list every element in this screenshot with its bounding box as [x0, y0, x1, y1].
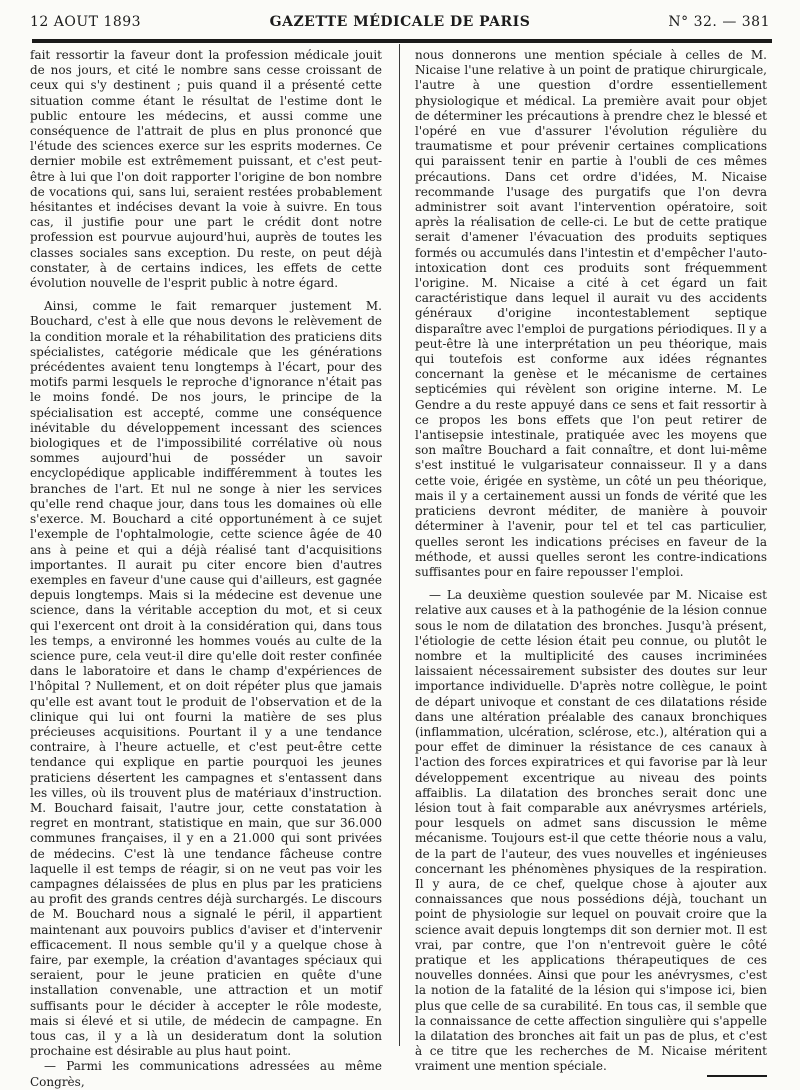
left-paragraph-2: Ainsi, comme le fait remarquer justement M. Bouchard, c'est à elle que nous devons le relèvement de la condition morale et la réhabilitation des praticiens dits spécialistes, catégorie médicale que les générations précédentes avaient tenu longtemps à l'écart, pour des motifs parmi lesquels le reproche d'ignorance n'était pas le moins fondé. De nos jours, le principe de la spécialisation est accepté, comme une conséquence inévitable du développement incessant des sciences biologiques et de l'impossibilité corrélative où nous sommes aujourd'hui de posséder un savoir encyclopédique applicable indifféremment à toutes les branches de l'art. Et nul ne songe à nier les services qu'elle rend chaque jour, dans tous les domaines où elle s'exerce. M. Bouchard a cité opportunément à ce sujet l'exemple de l'ophtalmologie, cette science âgée de 40 ans à peine et qui a déjà réalisé tant d'acquisitions importantes. Il aurait pu citer encore bien d'autres exemples en faveur d'une cause qui d'ailleurs, est gagnée depuis longtemps. Mais si la médecine est devenue une science, dans la véritable acception du mot, et si ceux qui l'exercent ont droit à la considération qui, dans tous les temps, a environné les hommes voués au culte de la science pure, cela veut-il dire qu'elle doit rester confinée dans le laboratoire et dans le champ d'expériences de l'hôpital ? Nullement, et on doit répéter plus que jamais qu'elle est avant tout le produit de l'observation et de la clinique qui lui ont fourni la matière de ses plus précieuses acquisitions. Pourtant il y a une tendance contraire, à l'heure actuelle, et c'est peut-être cette tendance qui explique en partie pourquoi les jeunes praticiens désertent les campagnes et s'entassent dans les villes, où ils trouvent plus de matériaux d'instruction. M. Bouchard faisait, l'autre jour, cette constatation à regret en montrant, statistique en main, que sur 36.000 communes françaises, il y en a 21.000 qui sont privées de médecins. C'est là une tendance fâcheuse contre laquelle il est temps de réagir, si on ne veut pas voir les campagnes délaissées de plus en plus par les praticiens au profit des grands centres déjà surchargés. Le discours de M. Bouchard nous a signalé le péril, il appartient maintenant aux pouvoirs publics d'aviser et d'intervenir efficacement. Il nous semble qu'il y a quelque chose à faire, par exemple, la création d'avantages spéciaux qui seraient, pour le jeune praticien en quête d'une installation convenable, une attraction et un motif suffisants pour le décider à accepter le rôle modeste, mais si élevé et si utile, de médecin de campagne. En tous cas, il y a là un desideratum dont la solution prochaine est désirable au plus haut point. — [30, 299, 382, 1059]
left-paragraph-1: fait ressortir la faveur dont la profession médicale jouit de nos jours, et cité le nombre sans cesse croissant de ceux qui s'y destinent ; puis quand il a présenté cette situation comme étant le résultat de l'estime dont le public entoure les médecins, et aussi comme une conséquence de l'attrait de plus en plus prononcé que l'étude des sciences exerce sur les esprits modernes. Ce dernier mobile est extrêmement puissant, et c'est peut-être à lui que l'on doit rapporter l'origine de bon nombre de vocations qui, sans lui, seraient restées probablement hésitantes et indécises devant la voie à suivre. En tous cas, il justifie pour une part le crédit dont notre profession est pourvue aujourd'hui, auprès de toutes les classes sociales sans exception. Du reste, on peut déjà constater, à de certains indices, les effets de cette évolution nouvelle de l'esprit public à notre égard. — [30, 48, 382, 291]
journal-title: GAZETTE MÉDICALE DE PARIS — [269, 14, 531, 30]
right-column — [415, 48, 767, 1077]
right-paragraph-1: nous donnerons une mention spéciale à celles de M. Nicaise l'une relative à un point de pratique chirurgicale, l'autre à une question d'ordre essentiellement physiologique et médical. La première avait pour objet de déterminer les précautions à prendre chez le blessé et l'opéré en vue d'assurer l'évolution régulière du traumatisme et pour prévenir certaines complications qui paraissent tenir en partie à l'oubli de ces mêmes précautions. Dans cet ordre d'idées, M. Nicaise recommande l'usage des purgatifs que l'on devra administrer soit avant l'intervention opératoire, soit après la réalisation de celle-ci. Le but de cette pratique serait d'amener l'évacuation des produits septiques formés ou accumulés dans l'intestin et d'empêcher l'auto-intoxication dont ces produits sont fréquemment l'origine. M. Nicaise a cité à cet égard un fait caractéristique dans lequel il aurait vu des accidents généraux d'origine incontestablement septique disparaître avec l'emploi de purgations périodiques. Il y a peut-être là une interprétation un peu théorique, mais qui toutefois est conforme aux idées régnantes concernant la genèse et le mécanisme de certaines septicémies qui révèlent son origine interne. M. Le Gendre a du reste appuyé dans ce sens et fait ressortir à ce propos les bons effets que l'on peut retirer de l'antisepsie intestinale, pratiquée avec les moyens que son maître Bouchard a fait connaître, et dont lui-même s'est institué le vulgarisateur connaisseur. Il y a dans cette voie, érigée en système, un côté un peu théorique, mais il y a certainement aussi un fonds de vérité que les praticiens devront méditer, de manière à pouvoir déterminer à l'avenir, pour tel et tel cas particulier, quelles seront les indications précises en faveur de la méthode, et aussi quelles seront les contre-indications suffisantes pour en faire repousser l'emploi. — [415, 48, 768, 579]
left-column — [30, 48, 382, 1090]
left-paragraph-3: — Parmi les communications adressées au même Congrès, — [30, 1059, 382, 1089]
issue-number: N° 32. — 381 — [668, 14, 770, 30]
end-rule — [707, 1075, 767, 1077]
issue-date: 12 AOUT 1893 — [30, 14, 142, 30]
column-divider — [399, 44, 400, 1046]
header-rule — [32, 39, 772, 43]
right-paragraph-2: — La deuxième question soulevée par M. Nicaise est relative aux causes et à la pathogénie de la lésion connue sous le nom de dilatation des bronches. Jusqu'à présent, l'étiologie de cette lésion était peu connue, ou plutôt le nombre et la multiplicité des causes incriminées laissaient nécessairement subsister des doutes sur leur importance individuelle. D'après notre collègue, le point de départ univoque et constant de ces dilatations réside dans une altération préalable des canaux bronchiques (inflammation, ulcération, sclérose, etc.), altération qui a pour effet de diminuer la résistance de ces canaux à l'action des forces expiratrices et qui favorise par là leur développement excentrique au niveau des points affaiblis. La dilatation des bronches serait donc une lésion tout à fait comparable aux anévrysmes artériels, pour lesquels on admet sans discussion le même mécanisme. Toujours est-il que cette théorie nous a valu, de la part de l'auteur, des vues nouvelles et ingénieuses concernant les phénomènes physiques de la respiration. Il y aura, de ce chef, quelque chose à ajouter aux connaissances que nous possédions déjà, touchant un point de physiologie sur lequel on pouvait croire que la science avait depuis longtemps dit son dernier mot. Il est vrai, par contre, que l'on n'entrevoit guère le côté pratique et les applications thérapeutiques de ces nouvelles données. Ainsi que pour les anévrysmes, c'est la notion de la fatalité de la lésion qui s'impose ici, bien plus que celle de sa curabilité. En tous cas, il semble que la connaissance de cette affection singulière qui s'appelle la dilatation des bronches ait fait un pas de plus, et c'est à ce titre que les recherches de M. Nicaise méritent vraiment une mention spéciale. — [415, 588, 767, 1074]
page-header — [30, 10, 770, 32]
